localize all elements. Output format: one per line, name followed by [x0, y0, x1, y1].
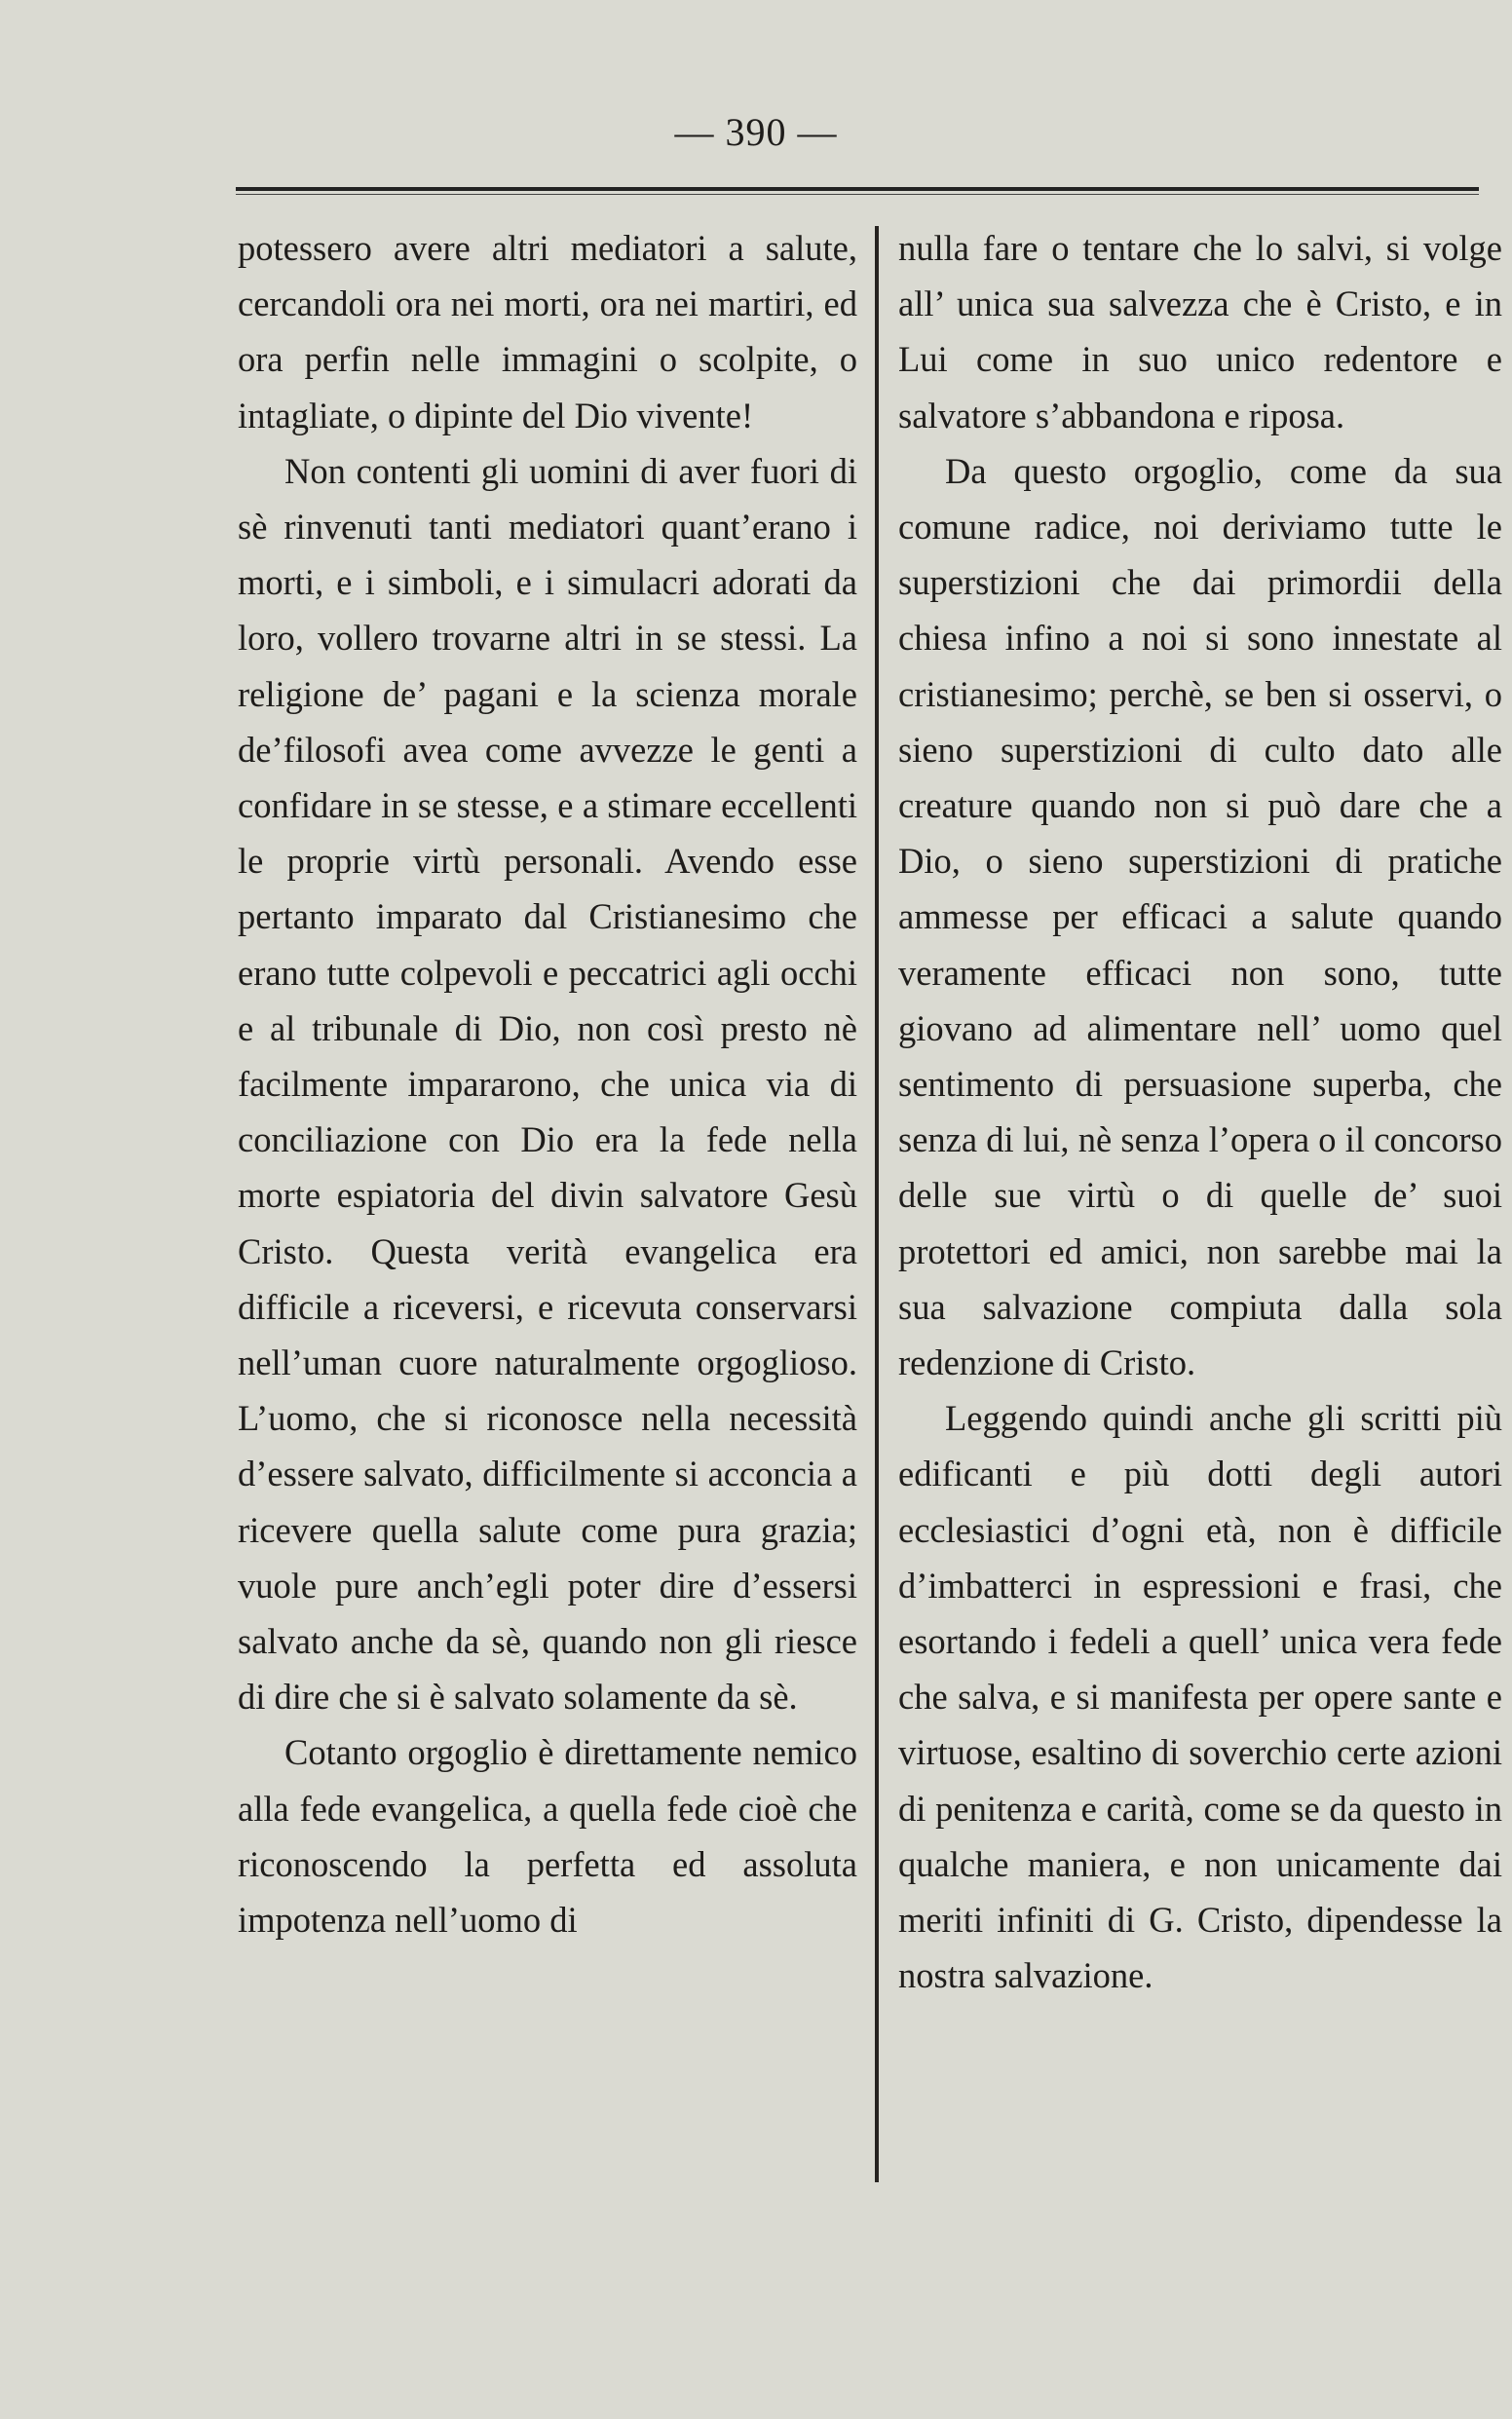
header-rule-thin — [236, 194, 1479, 195]
paragraph: potessero avere altri mediatori a salute, cercandoli ora nei morti, ora nei martiri, ed ora perfin nelle immagini o scolpite, o intagliate, o dipinte del Dio vivente! — [238, 228, 857, 435]
paragraph: Leggendo quindi anche gli scritti più edificanti e più dotti degli autori ecclesiastici d’ogni età, non è difficile d’imbatterci in espressioni e frasi, che esortando i fedeli a quell’ unica vera fede che salva, e si manifesta per opere sante e virtuose, esaltino di soverchio certe azioni di penitenza e carità, come se da questo in qualche maniera, e non unicamente dai meriti infiniti di G. Cristo, dipendesse la nostra salvazione. — [898, 1398, 1502, 1996]
right-column — [898, 220, 1502, 2004]
header-rule — [236, 187, 1479, 191]
paragraph: Cotanto orgoglio è direttamente nemico alla fede evangelica, a quella fede cioè che riconoscendo la perfetta ed assoluta impotenza nell’uomo di — [238, 1732, 857, 1941]
column-divider — [875, 226, 879, 2182]
left-column — [238, 220, 857, 1947]
paragraph: nulla fare o tentare che lo salvi, si volge all’ unica sua salvezza che è Cristo, e in Lui come in suo unico redentore e salvatore s’abbandona e riposa. — [898, 228, 1502, 435]
page-number: — 390 — — [674, 110, 838, 154]
paragraph: Non contenti gli uomini di aver fuori di sè rinvenuti tanti mediatori quant’erano i morti, e i simboli, e i simulacri adorati da loro, vollero trovarne altri in se stessi. La religione de’ pagani e la scienza morale de’filosofi avea come avvezze le genti a confidare in se stesse, e a stimare eccellenti le proprie virtù personali. Avendo esse pertanto imparato dal Cristianesimo che erano tutte colpevoli e peccatrici agli occhi e al tribunale di Dio, non così presto nè facilmente impararono, che unica via di conciliazione con Dio era la fede nella morte espiatoria del divin salvatore Gesù Cristo. Questa verità evangelica era difficile a riceversi, e ricevuta conservarsi nell’uman cuore naturalmente orgoglioso. L’uomo, che si riconosce nella necessità d’essere salvato, difficilmente si acconcia a ricevere quella salute come pura grazia; vuole pure anch’egli poter dire d’essersi salvato anche da sè, quando non gli riesce di dire che si è salvato solamente da sè. — [238, 450, 857, 1718]
paragraph: Da questo orgoglio, come da sua comune radice, noi deriviamo tutte le superstizioni che dai primordii della chiesa infino a noi si sono innestate al cristianesimo; perchè, se ben si osservi, o sieno superstizioni di culto dato alle creature quando non si può dare che a Dio, o sieno superstizioni di pratiche ammesse per efficaci a salute quando veramente efficaci non sono, tutte giovano ad alimentare nell’ uomo quel sentimento di persuasione superba, che senza di lui, nè senza l’opera o il concorso delle sue virtù o di quelle de’ suoi protettori ed amici, non sarebbe mai la sua salvazione compiuta dalla sola redenzione di Cristo. — [898, 450, 1502, 1383]
